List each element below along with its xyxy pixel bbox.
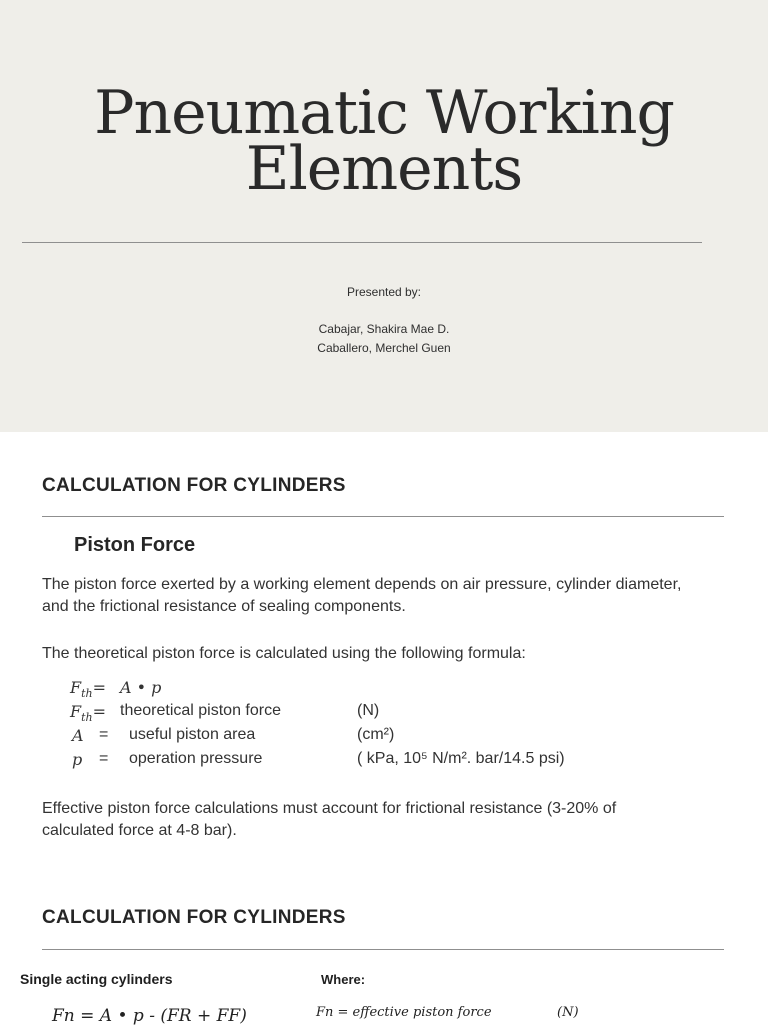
equals-sign: =: [92, 702, 107, 721]
piston-force-intro: The piston force exerted by a working element depends on air pressure, cylinder diameter, and the frictional resistance of sealing components.: [42, 576, 682, 615]
presented-by-label: Presented by:: [346, 285, 422, 299]
symbol: A: [72, 726, 84, 745]
definition-row: [0, 750, 768, 772]
definition-description: useful piston area: [129, 726, 256, 743]
formula-row: [0, 678, 768, 700]
title-line-2: Elements: [245, 134, 523, 204]
definition-unit: ( kPa, 10⁵ N/m². bar/14.5 psi): [357, 750, 565, 767]
definition-row: [0, 726, 768, 748]
symbol: F: [70, 702, 82, 721]
formula-expression: A • p: [120, 678, 162, 697]
section1-divider: [42, 516, 724, 517]
equals-sign: =: [99, 726, 109, 743]
effective-force-unit: (N): [557, 1005, 579, 1020]
definition-row: [0, 702, 768, 724]
definition-description: theoretical piston force: [120, 702, 281, 719]
author-1: Cabajar, Shakira Mae D.: [318, 322, 450, 336]
symbol: p: [72, 750, 83, 769]
single-acting-label: Single acting cylinders: [20, 971, 173, 987]
author-2: Caballero, Merchel Guen: [317, 341, 451, 355]
definition-description: operation pressure: [129, 750, 263, 767]
effective-force-definition: Fn = effective piston force: [316, 1005, 492, 1020]
where-label: Where:: [321, 972, 366, 987]
definition-unit: (cm²): [357, 726, 395, 743]
definition-unit: (N): [357, 702, 380, 719]
equals-sign: =: [92, 678, 107, 697]
section2-heading: CALCULATION FOR CYLINDERS: [42, 907, 346, 928]
formula-intro: The theoretical piston force is calculated using the following formula:: [42, 645, 526, 662]
section1-heading: CALCULATION FOR CYLINDERS: [42, 475, 346, 496]
piston-force-subheading: Piston Force: [74, 534, 196, 556]
title-slide: [0, 0, 768, 432]
symbol-subscript: th: [81, 711, 93, 724]
single-acting-formula: Fn = A • p - (FR + FF): [52, 1006, 247, 1026]
equals-sign: =: [99, 750, 109, 767]
section2-divider: [42, 949, 724, 950]
title-divider: [22, 242, 702, 243]
title-line-1: Pneumatic Working: [94, 78, 674, 148]
symbol-subscript: th: [81, 687, 93, 700]
effective-force-note: Effective piston force calculations must account for frictional resistance (3-20% of calculated force at 4-8 bar).: [42, 800, 617, 839]
symbol: F: [70, 678, 82, 697]
